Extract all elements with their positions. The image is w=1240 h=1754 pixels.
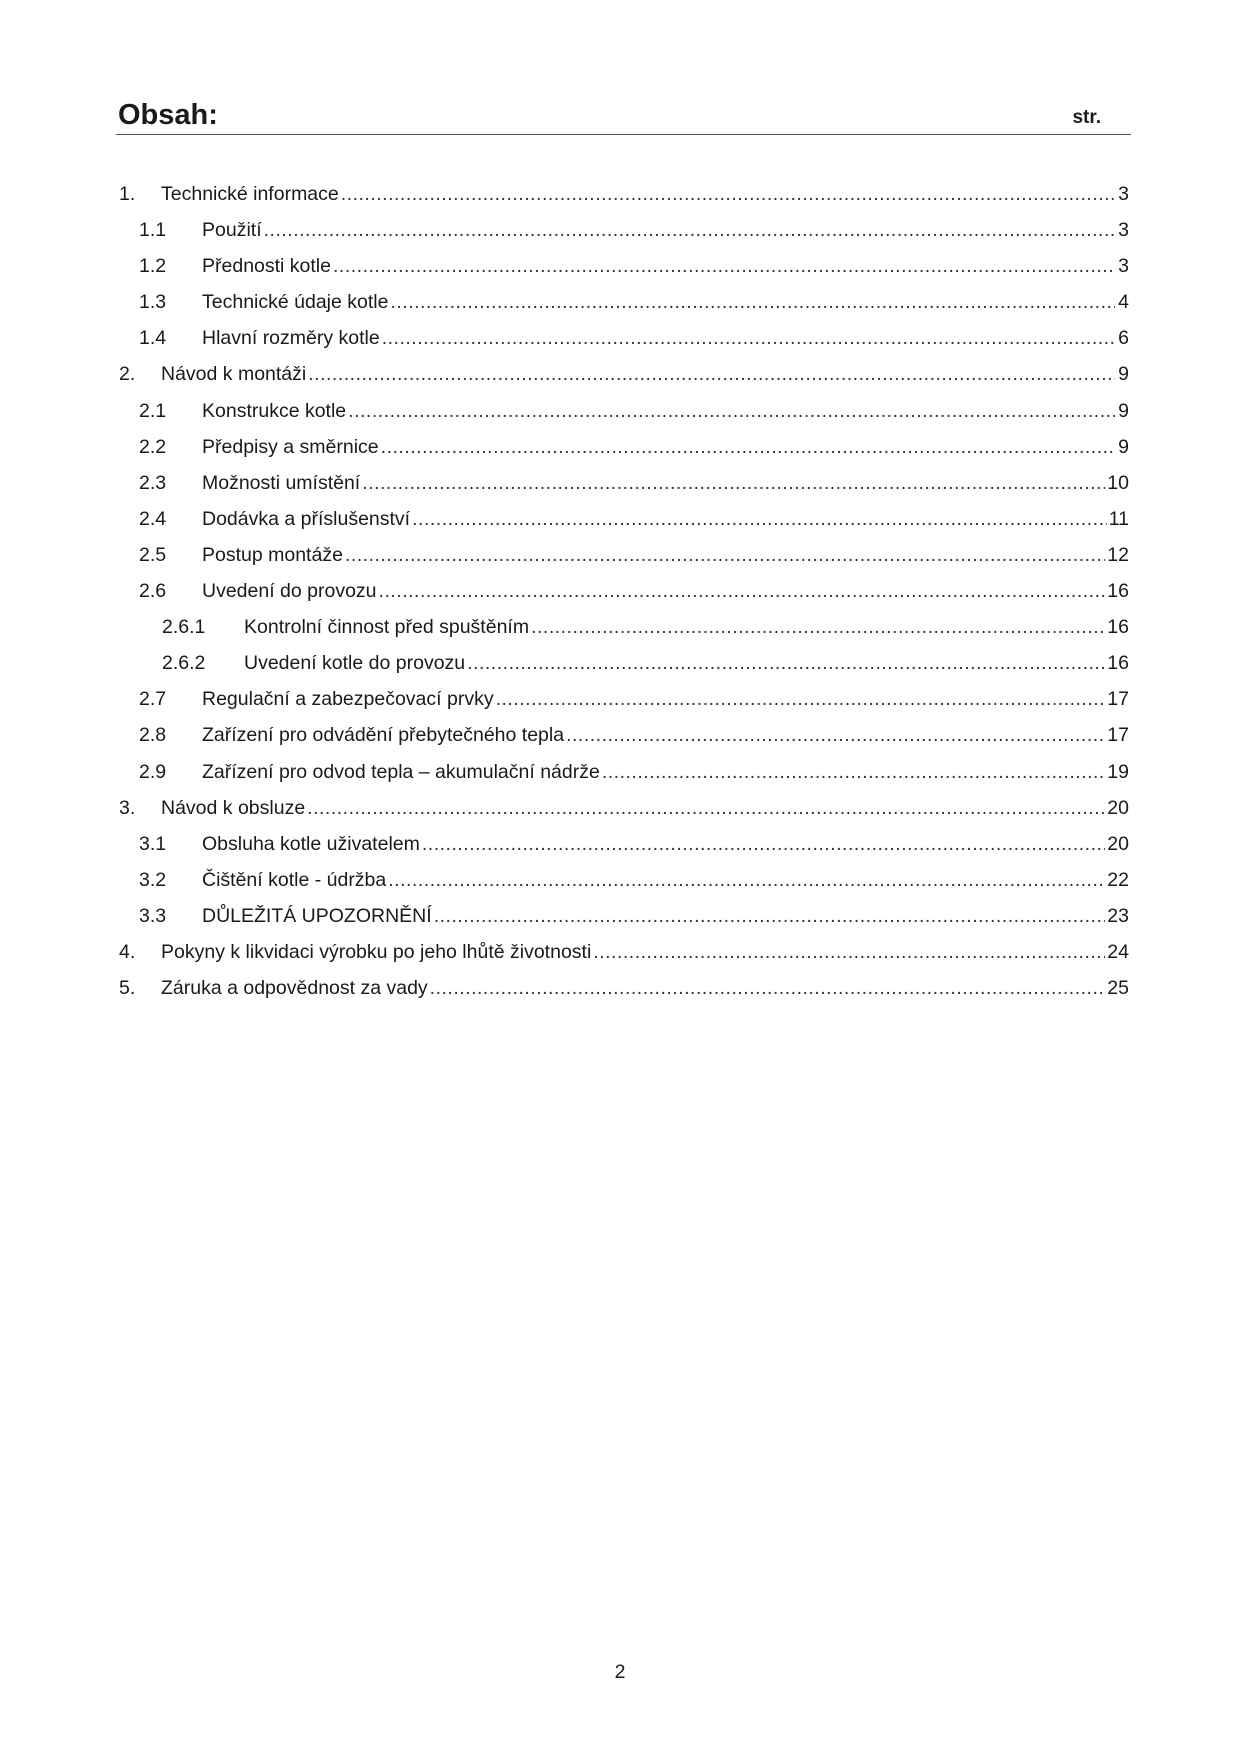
toc-entry-page: 16 <box>1107 652 1129 675</box>
toc-entry-label: Hlavní rozměry kotle <box>202 327 380 350</box>
toc-entry-page: 16 <box>1107 580 1129 603</box>
toc-entry[interactable] <box>119 862 1129 898</box>
toc-header <box>116 98 1131 135</box>
toc-entry[interactable] <box>119 356 1129 392</box>
toc-entry[interactable] <box>119 176 1129 212</box>
table-of-contents <box>119 176 1129 1006</box>
toc-entry-page: 24 <box>1107 940 1129 963</box>
toc-entry-number: 2.6.1 <box>162 616 206 639</box>
toc-dot-leader <box>382 320 1115 356</box>
toc-dot-leader <box>264 212 1115 248</box>
toc-entry-page: 10 <box>1107 471 1129 494</box>
toc-entry-number: 2.4 <box>139 507 167 530</box>
toc-entry-label: Čištění kotle - údržba <box>202 868 387 891</box>
toc-entry-label: Obsluha kotle uživatelem <box>202 832 420 855</box>
toc-entry[interactable] <box>119 212 1129 248</box>
toc-dot-leader <box>390 284 1115 320</box>
toc-dot-leader <box>434 898 1106 934</box>
toc-entry-label: Kontrolní činnost před spuštěním <box>244 616 530 639</box>
toc-dot-leader <box>566 717 1105 753</box>
toc-entry-page: 12 <box>1107 543 1129 566</box>
toc-entry-label: Záruka a odpovědnost za vady <box>161 977 428 1000</box>
toc-entry-number: 2.8 <box>139 724 167 747</box>
toc-entry-number: 3.1 <box>139 832 167 855</box>
toc-entry-number: 2.1 <box>139 399 167 422</box>
toc-entry-label: DŮLEŽITÁ UPOZORNĚNÍ <box>202 904 432 927</box>
toc-dot-leader <box>496 681 1106 717</box>
toc-entry[interactable] <box>119 573 1129 609</box>
toc-entry-number: 2.2 <box>139 435 167 458</box>
toc-dot-leader <box>308 356 1115 392</box>
toc-entry[interactable] <box>119 320 1129 356</box>
toc-entry-page: 3 <box>1118 255 1129 278</box>
toc-entry[interactable] <box>119 645 1129 681</box>
toc-entry-page: 11 <box>1108 507 1129 530</box>
toc-entry[interactable] <box>119 934 1129 970</box>
toc-entry-label: Návod k montáži <box>161 363 307 386</box>
toc-entry-label: Technické informace <box>161 183 339 205</box>
toc-entry[interactable] <box>119 717 1129 753</box>
toc-dot-leader <box>422 826 1105 862</box>
toc-entry[interactable] <box>119 248 1129 284</box>
toc-dot-leader <box>531 609 1105 645</box>
toc-entry-number: 3.2 <box>139 868 167 891</box>
toc-entry-label: Zařízení pro odvádění přebytečného tepla <box>202 724 565 747</box>
toc-entry-number: 1.1 <box>139 219 167 242</box>
toc-entry-page: 17 <box>1107 688 1129 711</box>
toc-entry-number: 2.6 <box>139 580 167 603</box>
toc-entry[interactable] <box>119 754 1129 790</box>
toc-entry-number: 1.2 <box>139 255 167 278</box>
toc-entry[interactable] <box>119 826 1129 862</box>
toc-dot-leader <box>412 501 1107 537</box>
toc-entry-page: 3 <box>1118 219 1129 242</box>
toc-entry-page: 19 <box>1107 760 1129 783</box>
page-number: 2 <box>614 1661 626 1683</box>
toc-entry[interactable] <box>119 970 1129 1006</box>
toc-entry-label: Uvedení kotle do provozu <box>244 652 466 675</box>
toc-entry-number: 2.5 <box>139 543 167 566</box>
toc-entry-page: 4 <box>1118 291 1129 314</box>
toc-entry-number: 2. <box>119 363 136 386</box>
toc-dot-leader <box>381 429 1115 465</box>
toc-entry-number: 1.3 <box>139 291 167 314</box>
toc-entry-number: 2.6.2 <box>162 652 206 675</box>
toc-entry-page: 23 <box>1107 904 1129 927</box>
toc-entry-page: 17 <box>1107 724 1129 747</box>
toc-entry-page: 9 <box>1118 435 1129 458</box>
toc-title: Obsah: <box>118 99 218 131</box>
toc-dot-leader <box>467 645 1105 681</box>
toc-entry-number: 2.7 <box>139 688 167 711</box>
toc-dot-leader <box>307 790 1105 826</box>
toc-entry-label: Možnosti umístění <box>202 471 361 494</box>
toc-entry-label: Pokyny k likvidaci výrobku po jeho lhůtě životnosti <box>161 940 592 963</box>
toc-entry-label: Návod k obsluze <box>161 796 306 819</box>
toc-entry[interactable] <box>119 609 1129 645</box>
toc-entry-label: Použití <box>202 219 262 242</box>
toc-entry[interactable] <box>119 393 1129 429</box>
toc-entry-page: 9 <box>1118 363 1129 386</box>
toc-entry-label: Předpisy a směrnice <box>202 435 379 458</box>
toc-dot-leader <box>362 465 1105 501</box>
toc-entry-number: 3. <box>119 796 136 819</box>
toc-dot-leader <box>593 934 1105 970</box>
toc-entry-label: Konstrukce kotle <box>202 399 347 422</box>
toc-entry-label: Regulační a zabezpečovací prvky <box>202 688 494 711</box>
toc-entry-page: 20 <box>1107 832 1129 855</box>
toc-entry-page: 6 <box>1118 327 1129 350</box>
toc-entry-label: Přednosti kotle <box>202 255 331 278</box>
toc-dot-leader <box>388 862 1105 898</box>
toc-dot-leader <box>341 176 1115 212</box>
toc-entry-label: Zařízení pro odvod tepla – akumulační nádrže <box>202 760 600 783</box>
toc-entry[interactable] <box>119 501 1129 537</box>
toc-dot-leader <box>333 248 1115 284</box>
toc-entry-page: 16 <box>1107 616 1129 639</box>
toc-dot-leader <box>430 970 1106 1006</box>
toc-entry[interactable] <box>119 537 1129 573</box>
toc-entry-label: Postup montáže <box>202 543 343 566</box>
toc-entry-page: 3 <box>1118 183 1129 205</box>
toc-entry-page: 22 <box>1107 868 1129 891</box>
toc-dot-leader <box>379 573 1106 609</box>
toc-dot-leader <box>345 537 1105 573</box>
toc-entry[interactable] <box>119 465 1129 501</box>
page-column-label: str. <box>1072 107 1101 128</box>
toc-entry[interactable] <box>119 429 1129 465</box>
toc-entry-number: 1.4 <box>139 327 167 350</box>
toc-entry[interactable] <box>119 681 1129 717</box>
toc-entry-number: 3.3 <box>139 904 167 927</box>
toc-dot-leader <box>602 754 1105 790</box>
toc-entry-number: 2.3 <box>139 471 167 494</box>
toc-entry-number: 1. <box>119 183 136 205</box>
toc-entry-number: 5. <box>119 977 136 1000</box>
toc-entry-label: Technické údaje kotle <box>202 291 389 314</box>
toc-dot-leader <box>348 393 1115 429</box>
toc-entry-page: 20 <box>1107 796 1129 819</box>
toc-entry-page: 25 <box>1107 977 1129 1000</box>
toc-entry[interactable] <box>119 284 1129 320</box>
toc-entry-number: 2.9 <box>139 760 167 783</box>
toc-entry-number: 4. <box>119 940 136 963</box>
toc-entry-page: 9 <box>1118 399 1129 422</box>
toc-entry[interactable] <box>119 898 1129 934</box>
toc-entry-label: Dodávka a příslušenství <box>202 507 411 530</box>
toc-entry[interactable] <box>119 790 1129 826</box>
toc-entry-label: Uvedení do provozu <box>202 580 377 603</box>
